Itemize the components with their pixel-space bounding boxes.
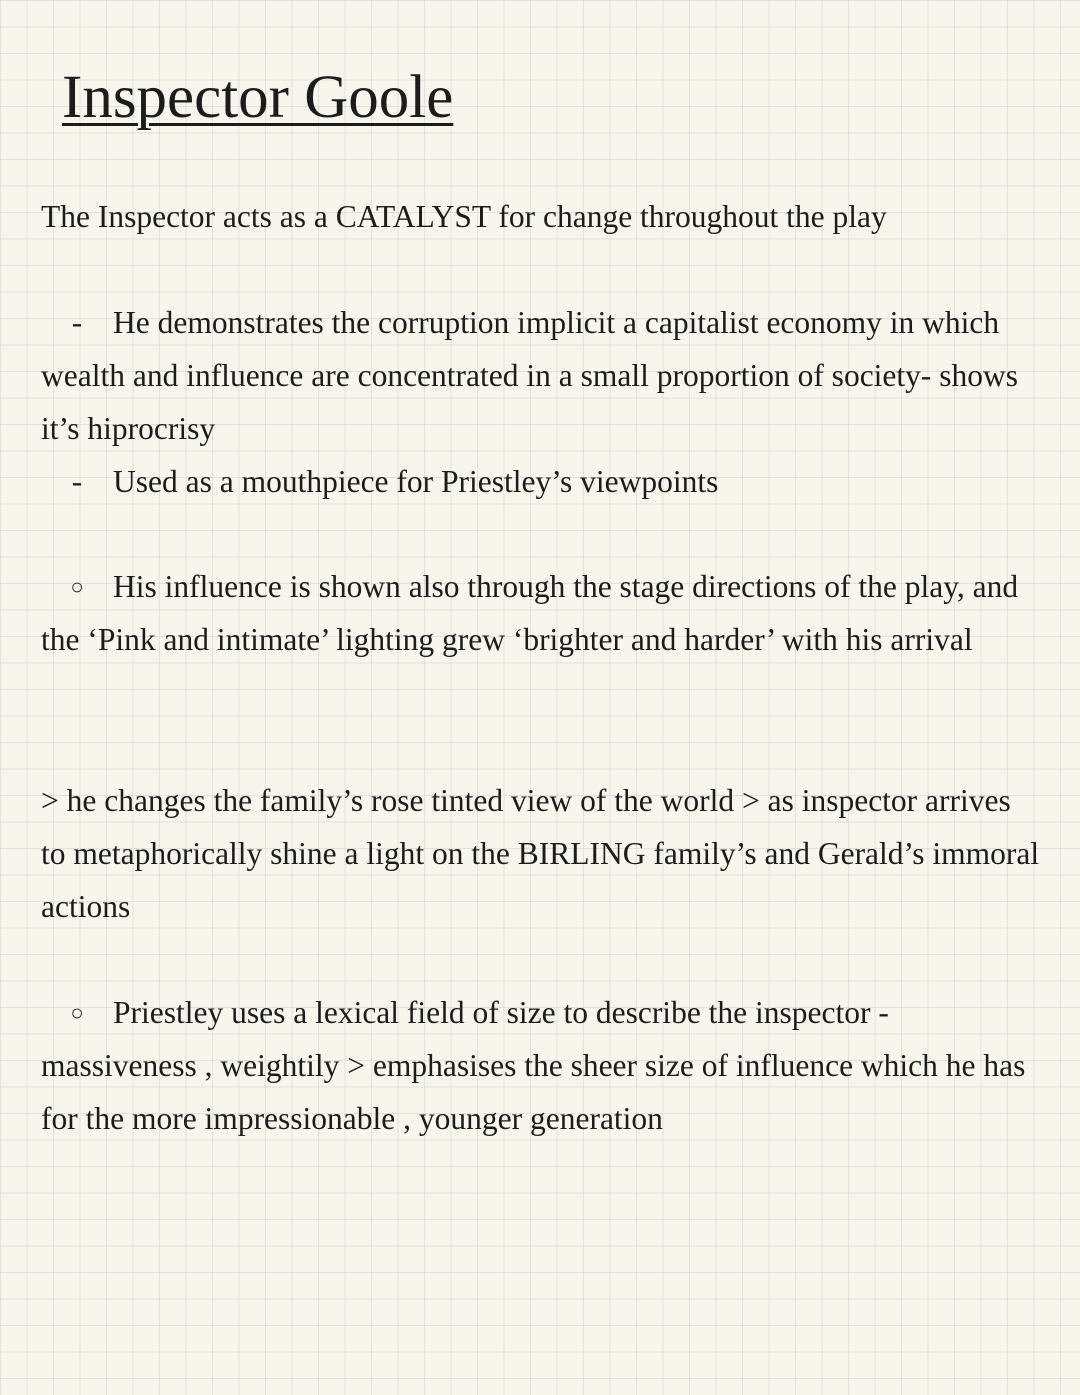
bullet-point-lexical-field <box>41 986 1041 1145</box>
bullet-point-corruption <box>41 296 1041 455</box>
bullet-text: His influence is shown also through the stage directions of the play, and the ‘Pink and intimate’ lighting grew ‘brighter and harder’ with his arrival <box>41 569 1019 657</box>
paragraph-text: > he changes the family’s rose tinted view of the world > as inspector arrives to metaphorically shine a light on the BIRLING family’s and Gerald’s immoral actions <box>41 783 1040 924</box>
circle-bullet-icon: ○ <box>70 574 84 599</box>
dash-bullet-icon: - <box>71 305 83 340</box>
page-title: Inspector Goole <box>62 64 454 131</box>
paragraph-rose-tinted <box>41 774 1041 933</box>
bullet-text: Used as a mouthpiece for Priestley’s viewpoints <box>113 464 719 499</box>
bullet-text: He demonstrates the corruption implicit a capitalist economy in which wealth and influence are concentrated in a small proportion of society- shows it’s hiprocrisy <box>41 305 1019 446</box>
bullet-text: Priestley uses a lexical field of size to describe the inspector - massiveness , weightily > emphasises the sheer size of influence which he has for the more impressionable , younger generation <box>41 995 1026 1136</box>
bullet-point-stage-directions <box>41 560 1041 666</box>
circle-bullet-icon: ○ <box>70 1000 84 1025</box>
intro-text: The Inspector acts as a CATALYST for change throughout the play <box>41 199 887 234</box>
bullet-point-mouthpiece <box>41 455 1041 508</box>
dash-bullet-icon: - <box>71 464 83 499</box>
